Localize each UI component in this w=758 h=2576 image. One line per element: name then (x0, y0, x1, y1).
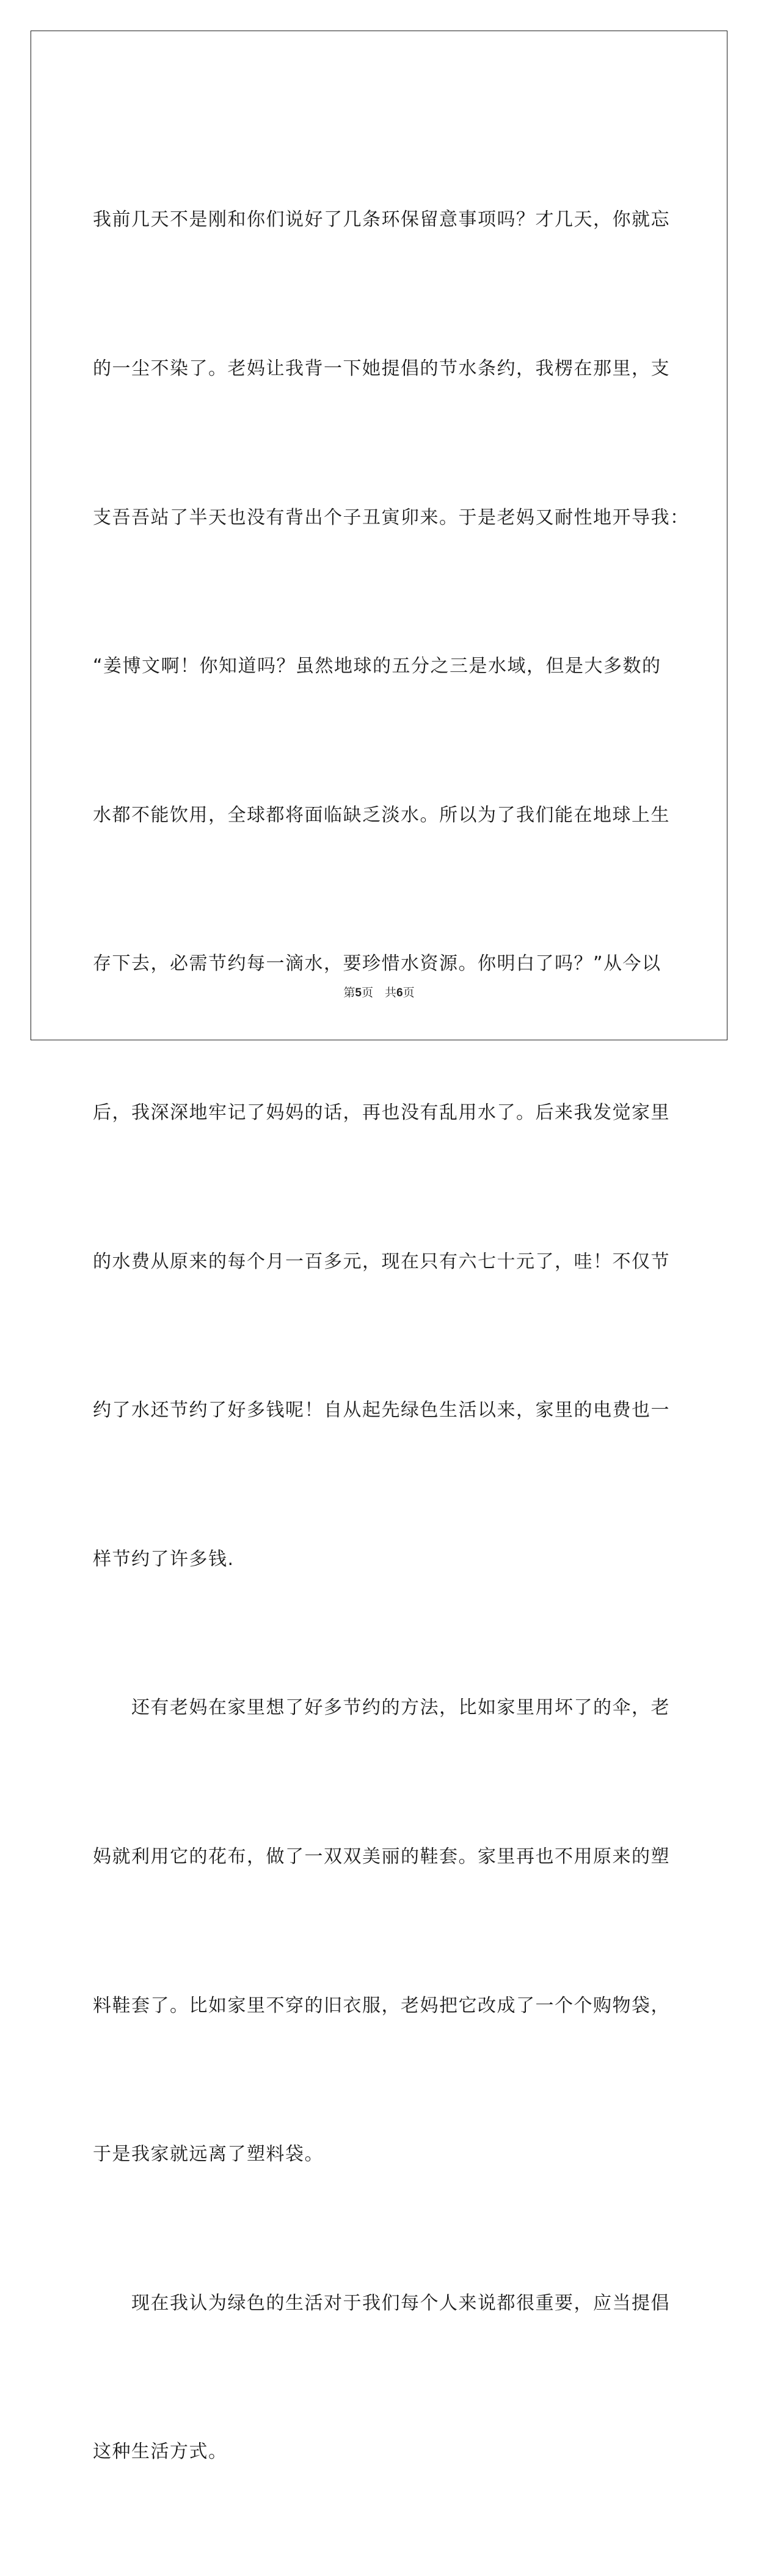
current-page-number: 5 (355, 987, 362, 999)
text-line: 还有老妈在家里想了好多节约的方法，比如家里用坏了的伞，老 (93, 1697, 670, 1719)
text-line: 料鞋套了。比如家里不穿的旧衣服，老妈把它改成了一个个购物袋， (93, 1994, 670, 2016)
footer-mid: 页 共 (361, 986, 396, 999)
body-lines (93, 96, 690, 2576)
footer-prefix: 第 (343, 986, 355, 999)
text-line: 的水费从原来的每个月一百多元，现在只有六七十元了，哇！不仅节 (93, 1250, 670, 1272)
text-line: 我前几天不是刚和你们说好了几条环保留意事项吗？才几天，你就忘 (93, 209, 670, 231)
page-footer (0, 983, 758, 1000)
text-line: “姜博文啊！你知道吗？虽然地球的五分之三是水域，但是大多数的 (93, 655, 661, 677)
text-line: 支吾吾站了半天也没有背出个子丑寅卯来。于是老妈又耐性地开导我： (93, 506, 690, 528)
text-line: 妈就利用它的花布，做了一双双美丽的鞋套。家里再也不用原来的塑 (93, 1845, 670, 1867)
text-line: 后，我深深地牢记了妈妈的话，再也没有乱用水了。后来我发觉家里 (93, 1101, 670, 1123)
text-line: 的一尘不染了。老妈让我背一下她提倡的节水条约，我楞在那里，支 (93, 358, 670, 379)
text-line: 于是我家就远离了塑料袋。 (93, 2144, 324, 2166)
text-line: 这种生活方式。 (93, 2441, 228, 2463)
document-body (93, 96, 690, 2576)
text-line: 水都不能饮用，全球都将面临缺乏淡水。所以为了我们能在地球上生 (93, 804, 670, 826)
footer-suffix: 页 (403, 986, 415, 999)
text-line: 约了水还节约了好多钱呢！自从起先绿色生活以来，家里的电费也一 (93, 1399, 670, 1421)
total-page-number: 6 (396, 987, 403, 999)
text-line: 现在我认为绿色的生活对于我们每个人来说都很重要，应当提倡 (93, 2292, 670, 2314)
text-line: 存下去，必需节约每一滴水，要珍惜水资源。你明白了吗？”从今以 (93, 953, 661, 975)
text-line: 样节约了许多钱. (93, 1548, 235, 1570)
